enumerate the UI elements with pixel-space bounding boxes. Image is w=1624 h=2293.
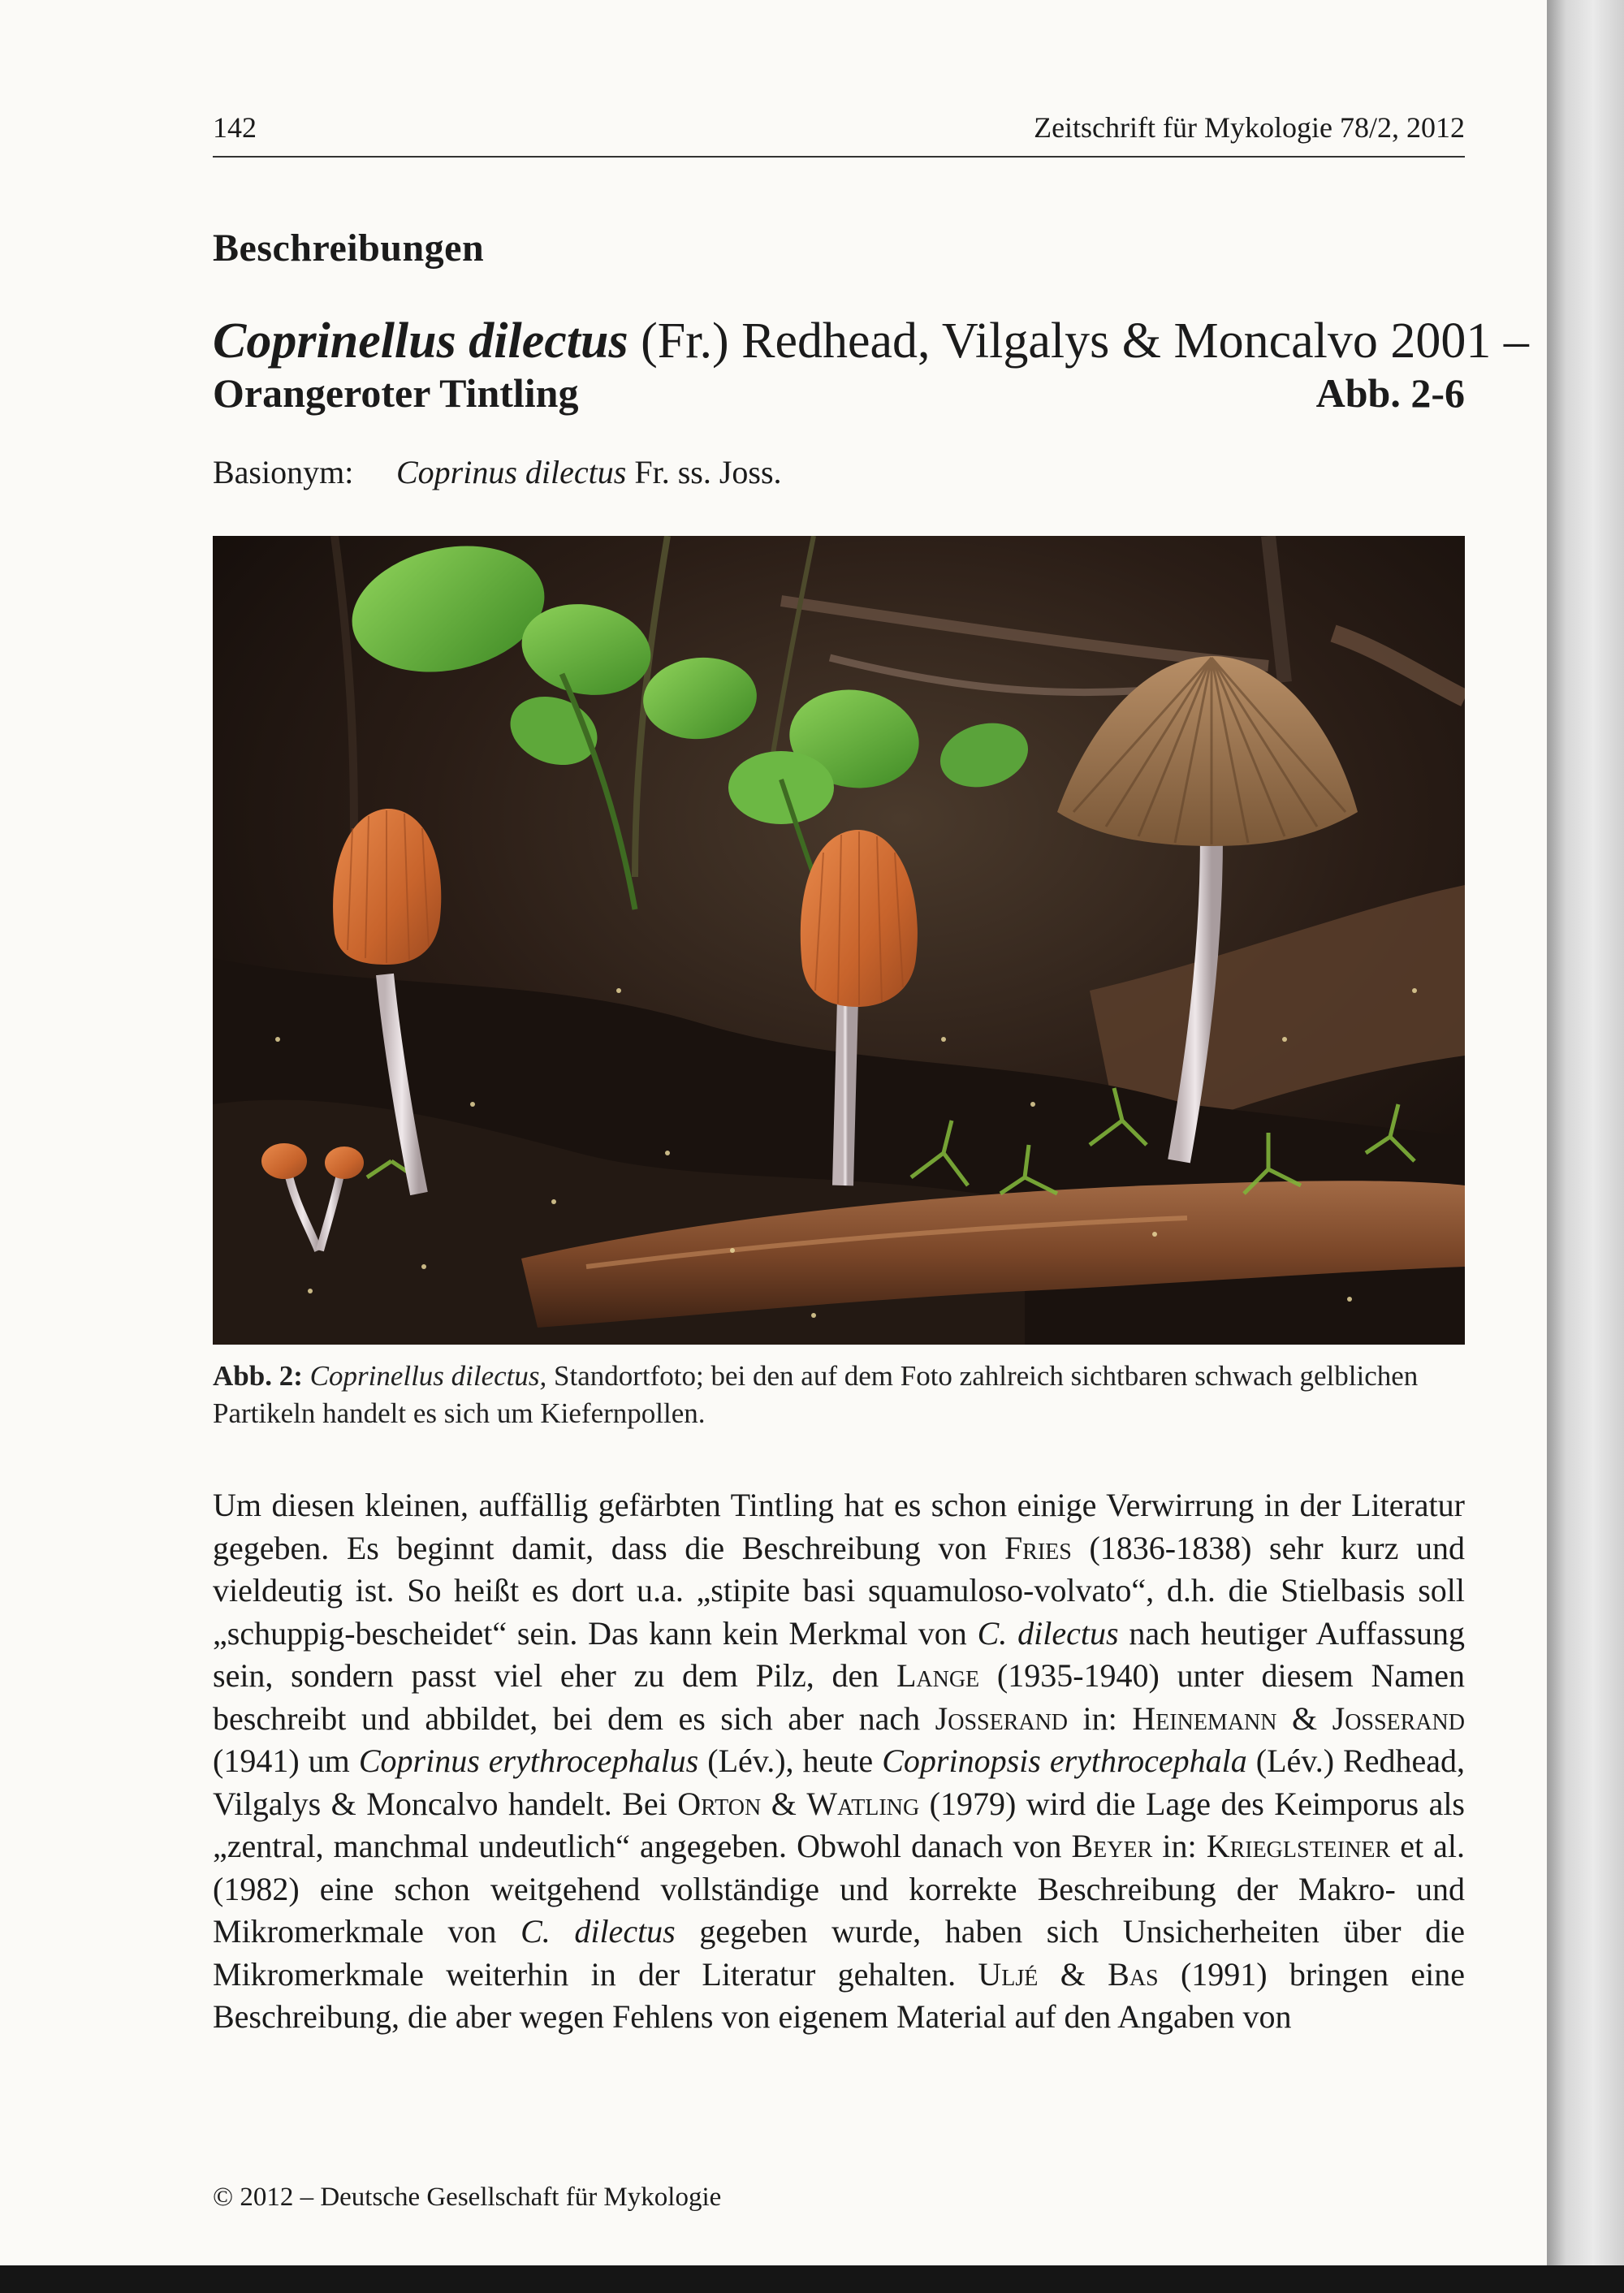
caption-label: Abb. 2:	[213, 1360, 303, 1392]
body-paragraph	[213, 1484, 1465, 2039]
body-text-run: (Lév.) Redhead, Vilgalys & Moncalvo handelt. Bei	[213, 1742, 1465, 1822]
body-text-run: nach heutiger Auffassung sein, sondern passt viel eher zu dem Pilz, den	[213, 1614, 1466, 1694]
author-name: Fries	[1004, 1529, 1072, 1566]
author-name: Josserand	[1332, 1699, 1465, 1737]
figure-caption	[213, 1358, 1465, 1432]
body-text-run: in:	[1068, 1699, 1133, 1737]
page-number: 142	[213, 111, 257, 144]
taxon-name: Coprinopsis erythrocephala	[882, 1742, 1247, 1779]
author-name: Beyer	[1071, 1828, 1153, 1864]
body-text-run: (Lév.), heute	[698, 1742, 883, 1779]
copyright-footer: © 2012 – Deutsche Gesellschaft für Mykologie	[213, 2183, 722, 2212]
species-title	[213, 313, 1529, 370]
common-name-line	[213, 369, 1465, 417]
scan-shadow	[0, 2265, 1624, 2293]
body-text-run: in:	[1152, 1828, 1207, 1864]
page-edge	[1547, 0, 1624, 2293]
author-name: Orton	[677, 1785, 762, 1822]
body-text-run: (1935-1940) unter diesem Namen beschreibt und abbildet, bei dem es sich aber nach	[213, 1657, 1465, 1737]
body-text-run: et al. (1982) eine schon weitgehend vollständige und korrekte Beschreibung der Makro- und Mikromerkmale von	[213, 1828, 1466, 1950]
author-name: Uljé	[978, 1955, 1039, 1993]
basionym-name: Coprinus dilectus	[396, 454, 627, 490]
common-name: Orangeroter Tintling	[213, 370, 579, 416]
running-header	[213, 110, 1465, 145]
body-text	[213, 1484, 1465, 2039]
author-name: Krieglsteiner	[1206, 1828, 1391, 1864]
body-text-run: gegeben wurde, haben sich Unsicherheiten über die Mikromerkmale weiterhin in der Literatur gehalten.	[213, 1913, 1466, 1993]
body-text-run: Um diesen kleinen, auffällig gefärbten Tintling hat es schon einige Verwirrung in der Literatur gegeben. Es beginnt damit, dass die Beschreibung von	[213, 1487, 1465, 1566]
body-text-run: (1941) um	[213, 1742, 359, 1779]
author-name: Watling	[806, 1785, 920, 1822]
body-text-run: &	[1038, 1955, 1108, 1993]
author-name: Heinemann	[1132, 1699, 1277, 1737]
author-name: Lange	[896, 1657, 980, 1694]
section-heading: Beschreibungen	[213, 227, 485, 270]
basionym-authority: Fr. ss. Joss.	[626, 454, 782, 490]
taxon-name: C. dilectus	[977, 1614, 1119, 1652]
author-name: Bas	[1108, 1955, 1159, 1993]
basionym-label: Basionym:	[213, 454, 354, 490]
journal-title: Zeitschrift für Mykologie 78/2, 2012	[1034, 111, 1465, 144]
taxon-name: Coprinus erythrocephalus	[358, 1742, 699, 1779]
body-text-run: (1979) wird die Lage des Keimporus als „zentral, manchmal undeutlich“ angegeben. Obwohl danach von	[213, 1785, 1465, 1864]
species-authority: (Fr.) Redhead, Vilgalys & Moncalvo 2001 –	[628, 313, 1529, 369]
header-rule	[213, 156, 1465, 158]
body-text-run: (1836-1838) sehr kurz und vieldeutig ist. So heißt es dort u.a. „stipite basi squamuloso-volvato“, d.h. die Stielbasis soll „schuppig-bescheidet“ sein. Das kann kein Merkmal von	[213, 1529, 1465, 1652]
caption-text: Standortfoto; bei den auf dem Foto zahlreich sichtbaren schwach gelblichen Partikeln handelt es sich um Kiefernpollen.	[213, 1360, 1419, 1429]
mushroom-photo	[213, 536, 1465, 1345]
figure-reference: Abb. 2-6	[1315, 370, 1465, 416]
body-text-run: &	[1276, 1699, 1332, 1737]
taxon-name: C. dilectus	[520, 1913, 676, 1950]
caption-species: Coprinellus dilectus,	[309, 1360, 547, 1392]
author-name: Josserand	[935, 1699, 1069, 1737]
body-text-run: &	[761, 1785, 807, 1822]
basionym-line	[213, 453, 782, 491]
body-text-run: (1991) bringen eine Beschreibung, die aber wegen Fehlens von eigenem Material auf den Angaben von	[213, 1955, 1466, 2035]
species-name: Coprinellus dilectus	[213, 313, 628, 369]
